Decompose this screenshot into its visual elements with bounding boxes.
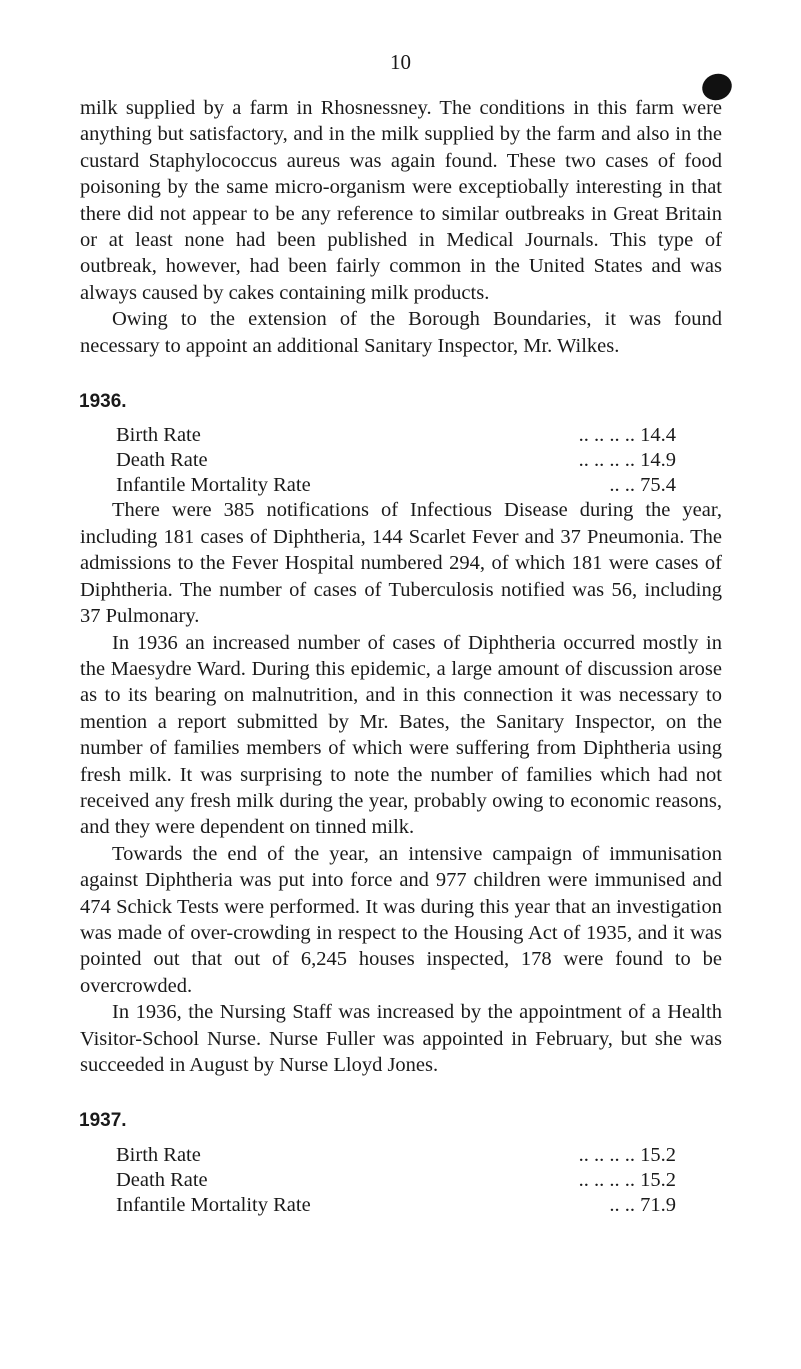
stats-table-1936	[116, 422, 676, 497]
stat-label: Infantile Mortality Rate	[116, 1193, 311, 1216]
stat-value: .. .. .. .. 15.2	[578, 1143, 676, 1166]
stat-row-death-rate	[116, 1167, 676, 1192]
stat-value: .. .. 71.9	[609, 1193, 676, 1216]
stat-value: .. .. .. .. 14.4	[578, 424, 676, 447]
paragraph-immunisation: Towards the end of the year, an intensive campaign of immunisation against Diphtheria was put into force and 977 children were immunised and 474 Schick Tests were performed. It was during this year that an investigation was made of over-crowding in respect to the Housing Act of 1935, and it was pointed out that out of 6,245 houses inspected, 178 were found to be overcrowded.	[80, 842, 722, 997]
stat-label: Birth Rate	[116, 424, 201, 447]
stat-row-birth-rate	[116, 422, 676, 447]
paragraph-notifications: There were 385 notifications of Infectious Disease during the year, including 181 cases of Diphtheria, 144 Scarlet Fever and 37 Pneumonia. The admissions to the Fever Hospital numbered 294, of which 181 were cases of Diphtheria. The number of cases of Tuberculosis notified was 56, including 37 Pulmonary.	[80, 499, 722, 628]
stats-table-1937	[116, 1142, 676, 1217]
paragraph-food-poisoning: milk supplied by a farm in Rhosnessney. The conditions in this farm were anything but satisfactory, and in the milk supplied by the farm and also in the custard Staphylococcus aureus was again found. These two cases of food poisoning by the same micro-organism were exceptiobally interesting in that there did not appear to be any reference to similar outbreaks in Great Britain or at least none had been published in Medical Journals. This type of outbreak, however, had been fairly common in the United States and was always caused by cakes containing milk products.	[80, 97, 722, 304]
stat-row-infantile-mortality	[116, 1192, 676, 1217]
stat-row-infantile-mortality	[116, 472, 676, 497]
page-number: 10	[390, 50, 411, 74]
body-text	[80, 95, 722, 1217]
year-heading-1937: 1937.	[79, 1110, 127, 1132]
paragraph-nursing-staff: In 1936, the Nursing Staff was increased by the appointment of a Health Visitor-School Nurse. Nurse Fuller was appointed in February, but she was succeeded in August by Nurse Lloyd Jones.	[80, 1001, 722, 1076]
stat-row-birth-rate	[116, 1142, 676, 1167]
paragraph-sanitary-inspector: Owing to the extension of the Borough Boundaries, it was found necessary to appoint an additional Sanitary Inspector, Mr. Wilkes.	[80, 308, 722, 357]
stat-value: .. .. .. .. 15.2	[578, 1168, 676, 1191]
stat-label: Birth Rate	[116, 1143, 201, 1166]
stat-label: Infantile Mortality Rate	[116, 474, 311, 497]
stat-value: .. .. 75.4	[609, 474, 676, 497]
year-heading-1936: 1936.	[79, 391, 127, 413]
stat-label: Death Rate	[116, 1168, 208, 1191]
stat-label: Death Rate	[116, 449, 208, 472]
paragraph-diphtheria-epidemic: In 1936 an increased number of cases of Diphtheria occurred mostly in the Maesydre Ward. During this epidemic, a large amount of discussion arose as to its bearing on malnutrition, and in this connection it was necessary to mention a report submitted by Mr. Bates, the Sanitary Inspector, on the number of families members of which were suffering from Diphtheria using fresh milk. It was surprising to note the number of families which had not received any fresh milk during the year, probably owing to economic reasons, and they were dependent on tinned milk.	[80, 631, 722, 839]
stat-row-death-rate	[116, 447, 676, 472]
stat-value: .. .. .. .. 14.9	[578, 449, 676, 472]
